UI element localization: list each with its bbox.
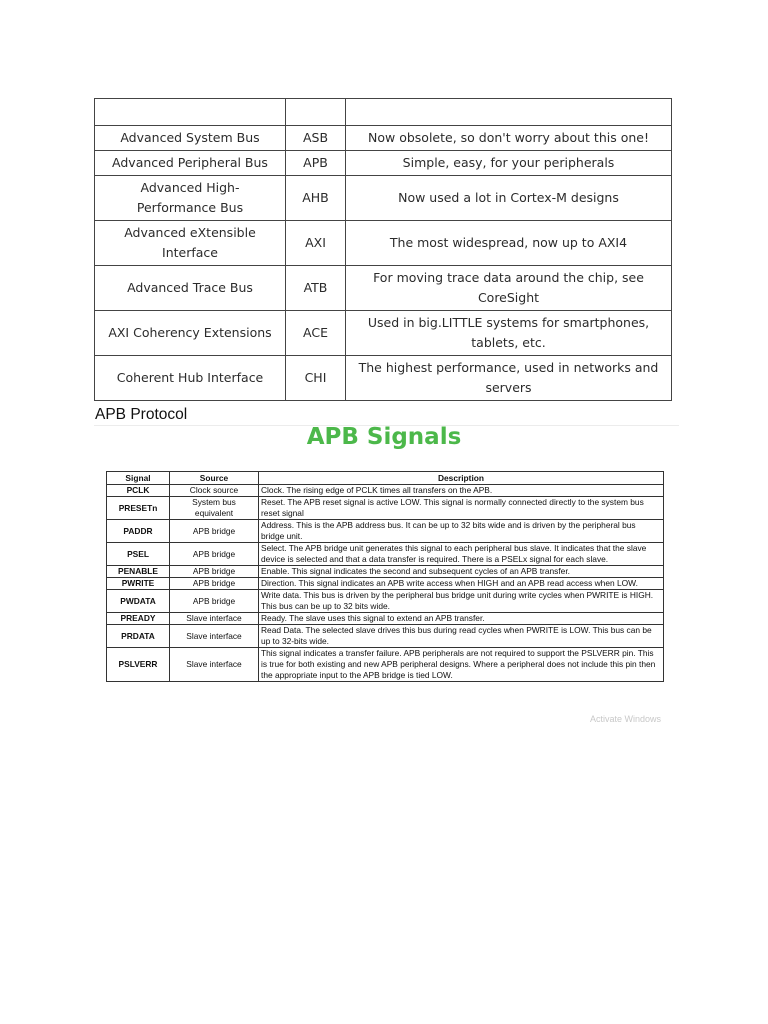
signal-source: Clock source [170, 485, 259, 497]
bus-note: Simple, easy, for your peripherals [346, 151, 672, 176]
signal-name: PWRITE [107, 578, 170, 590]
signal-source: APB bridge [170, 543, 259, 566]
signal-description: Direction. This signal indicates an APB write access when HIGH and an APB read access when LOW. [259, 578, 664, 590]
bus-table-row [95, 356, 672, 401]
bus-name: Advanced System Bus [95, 126, 286, 151]
table-row [107, 520, 664, 543]
table-row [107, 625, 664, 648]
table-row [107, 566, 664, 578]
bus-table-row [95, 266, 672, 311]
activate-windows-watermark: Activate Windows [590, 714, 662, 724]
description-column-header: Description [259, 472, 664, 485]
section-heading: APB Protocol [95, 406, 188, 423]
bus-table-row [95, 151, 672, 176]
bus-note: The highest performance, used in networks and servers [346, 356, 672, 401]
bus-table-row [95, 221, 672, 266]
signal-source: System bus equivalent [170, 497, 259, 520]
table-row [107, 578, 664, 590]
signal-column-header: Signal [107, 472, 170, 485]
table-row [107, 497, 664, 520]
bus-abbr: ATB [286, 266, 346, 311]
bus-name: Advanced High-Performance Bus [95, 176, 286, 221]
signal-description: Reset. The APB reset signal is active LOW. This signal is normally connected directly to the system bus reset signal [259, 497, 664, 520]
bus-abbr: ACE [286, 311, 346, 356]
signal-source: Slave interface [170, 625, 259, 648]
signal-description: Write data. This bus is driven by the peripheral bus bridge unit during write cycles when PWRITE is HIGH. This bus can be up to 32 bits wide. [259, 590, 664, 613]
bus-table-header-row [95, 99, 672, 126]
signal-description: Ready. The slave uses this signal to extend an APB transfer. [259, 613, 664, 625]
table-row [107, 613, 664, 625]
signal-source: APB bridge [170, 520, 259, 543]
bus-name: Advanced eXtensible Interface [95, 221, 286, 266]
bus-note: Now obsolete, so don't worry about this one! [346, 126, 672, 151]
bus-name: Advanced Peripheral Bus [95, 151, 286, 176]
signal-description: Select. The APB bridge unit generates this signal to each peripheral bus slave. It indicates that the slave device is selected and that a data transfer is required. There is a PSELx signal for each slave. [259, 543, 664, 566]
signal-source: Slave interface [170, 613, 259, 625]
signal-name: PRESETn [107, 497, 170, 520]
signal-description: Address. This is the APB address bus. It can be up to 32 bits wide and is driven by the peripheral bus bridge unit. [259, 520, 664, 543]
bus-abbr: CHI [286, 356, 346, 401]
source-column-header: Source [170, 472, 259, 485]
bus-note: Now used a lot in Cortex-M designs [346, 176, 672, 221]
table-row [107, 543, 664, 566]
signal-description: Enable. This signal indicates the second and subsequent cycles of an APB transfer. [259, 566, 664, 578]
signal-source: APB bridge [170, 566, 259, 578]
table-row [107, 648, 664, 682]
bus-name: Coherent Hub Interface [95, 356, 286, 401]
bus-name: Advanced Trace Bus [95, 266, 286, 311]
signal-description: This signal indicates a transfer failure. APB peripherals are not required to support the PSLVERR pin. This is true for both existing and new APB peripheral designs. Where a peripheral does not include this pin then the appropriate input to the APB bridge is tied LOW. [259, 648, 664, 682]
bus-overview-table [94, 98, 672, 401]
bus-abbr: APB [286, 151, 346, 176]
bus-table-row [95, 176, 672, 221]
signal-name: PWDATA [107, 590, 170, 613]
signal-name: PSLVERR [107, 648, 170, 682]
signal-name: PCLK [107, 485, 170, 497]
bus-note: The most widespread, now up to AXI4 [346, 221, 672, 266]
signals-header-row [107, 472, 664, 485]
signal-description: Clock. The rising edge of PCLK times all transfers on the APB. [259, 485, 664, 497]
signal-source: Slave interface [170, 648, 259, 682]
bus-name: AXI Coherency Extensions [95, 311, 286, 356]
signal-name: PRDATA [107, 625, 170, 648]
bus-note: For moving trace data around the chip, see CoreSight [346, 266, 672, 311]
signal-name: PENABLE [107, 566, 170, 578]
apb-signals-table [106, 471, 664, 682]
signal-source: APB bridge [170, 578, 259, 590]
bus-abbr: AXI [286, 221, 346, 266]
table-row [107, 485, 664, 497]
signal-name: PREADY [107, 613, 170, 625]
signal-name: PADDR [107, 520, 170, 543]
bus-abbr: ASB [286, 126, 346, 151]
signal-source: APB bridge [170, 590, 259, 613]
bus-note: Used in big.LITTLE systems for smartphones, tablets, etc. [346, 311, 672, 356]
bus-table-header-cell [286, 99, 346, 126]
bus-table-header-cell [346, 99, 672, 126]
table-row [107, 590, 664, 613]
bus-table-row [95, 126, 672, 151]
signals-title: APB Signals [306, 424, 462, 450]
bus-table-row [95, 311, 672, 356]
signal-description: Read Data. The selected slave drives this bus during read cycles when PWRITE is LOW. This bus can be up to 32-bits wide. [259, 625, 664, 648]
signal-name: PSEL [107, 543, 170, 566]
bus-abbr: AHB [286, 176, 346, 221]
bus-table-header-cell [95, 99, 286, 126]
